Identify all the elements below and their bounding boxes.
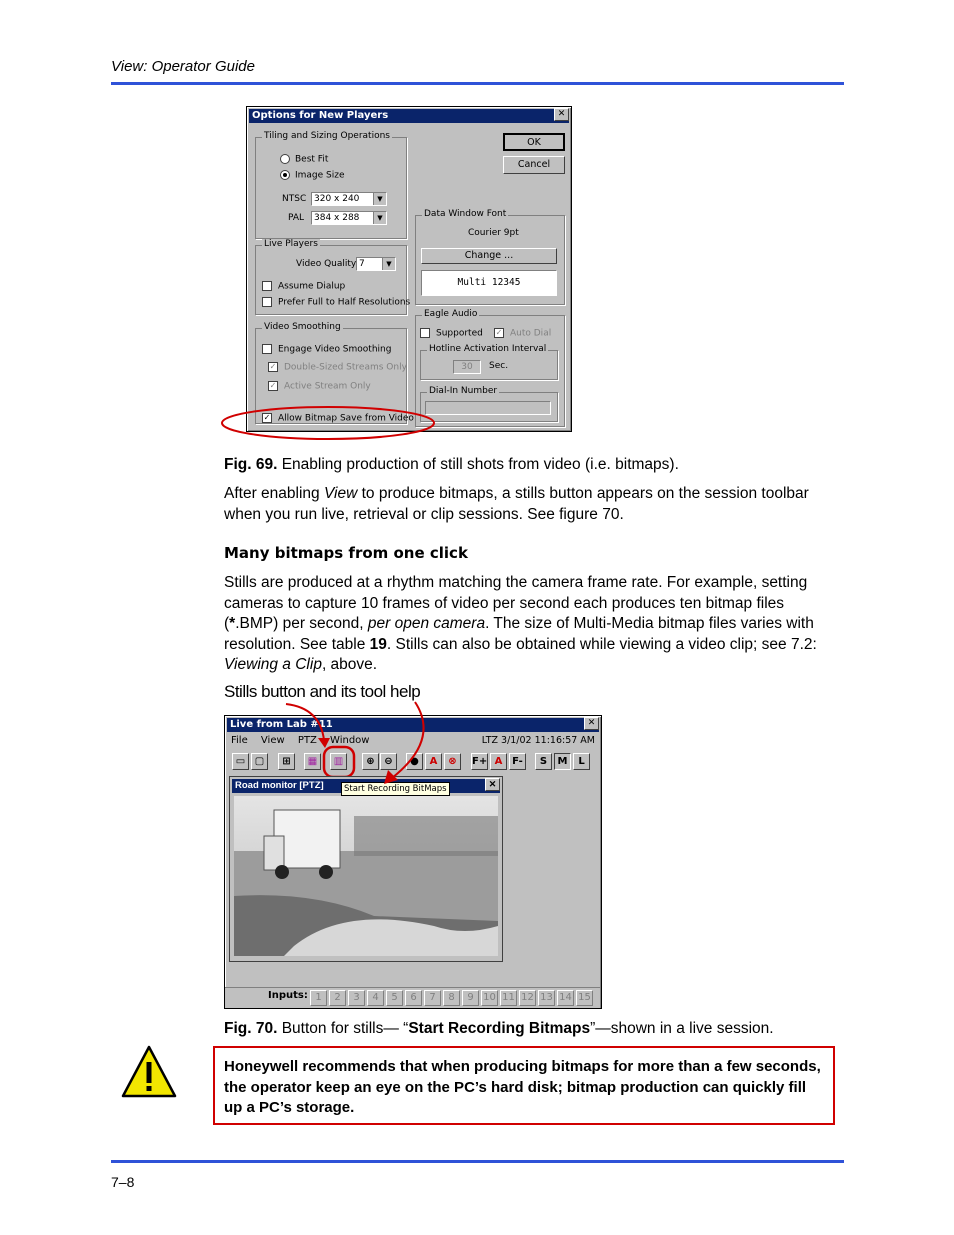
input-button-6[interactable]: 6 xyxy=(405,990,422,1006)
input-button-2[interactable]: 2 xyxy=(329,990,346,1006)
page-number: 7–8 xyxy=(111,1174,135,1190)
dialin-legend: Dial-In Number xyxy=(429,386,498,396)
active-stream-checkbox[interactable]: ✓ Active Stream Only xyxy=(269,381,371,392)
record-icon[interactable]: ● xyxy=(406,753,423,770)
input-button-5[interactable]: 5 xyxy=(386,990,403,1006)
input-button-7[interactable]: 7 xyxy=(424,990,441,1006)
pal-select[interactable]: 384 x 288 ▼ xyxy=(311,211,387,225)
auto-dial-checkbox[interactable]: ✓ Auto Dial xyxy=(495,328,552,339)
stills-button[interactable]: ▥ xyxy=(330,753,347,770)
checkbox-icon xyxy=(262,281,272,291)
close-icon[interactable]: ✕ xyxy=(584,717,599,730)
hotline-unit: Sec. xyxy=(489,361,509,371)
supported-checkbox[interactable]: Supported xyxy=(420,328,483,339)
paragraph-after-enabling: After enabling View to produce bitmaps, a stills button appears on the session toolbar when you run live, retrieval or clip sessions. See figure 70. xyxy=(224,485,809,523)
stop-icon[interactable]: ⊗ xyxy=(444,753,461,770)
camera-feed-image xyxy=(234,796,498,956)
zoom-in-icon[interactable]: ⊕ xyxy=(362,753,379,770)
radio-icon xyxy=(280,154,290,164)
annotation-label: Stills button and its tool help xyxy=(224,682,421,701)
video-quality-label: Video Quality xyxy=(296,259,357,269)
menu-window[interactable]: Window xyxy=(330,735,370,746)
ntsc-label: NTSC xyxy=(282,194,307,204)
footer-rule xyxy=(111,1160,844,1163)
menu-view[interactable]: View xyxy=(260,735,285,746)
font-sample: Multi 12345 xyxy=(421,270,557,296)
close-icon[interactable]: ✕ xyxy=(554,108,569,121)
input-button-10[interactable]: 10 xyxy=(481,990,498,1006)
road-monitor-title: Road monitor [PTZ] xyxy=(232,779,500,793)
live-window-title: Live from Lab #11 xyxy=(227,718,599,732)
input-button-12[interactable]: 12 xyxy=(519,990,536,1006)
chevron-down-icon: ▼ xyxy=(382,258,395,270)
filmstrip-icon[interactable]: ▦ xyxy=(304,753,321,770)
options-dialog xyxy=(246,106,572,432)
image-size-radio[interactable]: Image Size xyxy=(280,170,345,181)
size-large-button[interactable]: L xyxy=(573,753,590,770)
warning-icon xyxy=(120,1044,178,1100)
focus-plus-button[interactable]: F+ xyxy=(471,753,488,770)
checked-icon: ✓ xyxy=(495,328,503,337)
dialin-input[interactable] xyxy=(425,401,551,415)
data-window-font-group xyxy=(415,209,565,305)
hotline-group xyxy=(420,344,558,380)
tiling-group xyxy=(255,131,407,239)
eagle-audio-legend: Eagle Audio xyxy=(424,309,478,319)
change-font-button[interactable]: Change ... xyxy=(421,248,557,264)
live-players-legend: Live Players xyxy=(264,239,318,249)
input-button-14[interactable]: 14 xyxy=(557,990,574,1006)
checkbox-icon xyxy=(420,328,430,338)
dialin-group xyxy=(420,386,558,422)
engage-smoothing-checkbox[interactable]: Engage Video Smoothing xyxy=(262,344,391,355)
checked-icon: ✓ xyxy=(263,413,271,422)
fig70-caption: Fig. 70. Button for stills— “Start Recording Bitmaps”—shown in a live session. xyxy=(224,1020,774,1037)
input-button-8[interactable]: 8 xyxy=(443,990,460,1006)
checked-icon: ✓ xyxy=(269,362,277,371)
menu-file[interactable]: File xyxy=(231,735,248,746)
section-heading: Many bitmaps from one click xyxy=(224,544,468,562)
dialog-title: Options for New Players xyxy=(249,109,569,123)
data-window-font-legend: Data Window Font xyxy=(424,209,507,219)
paragraph-stills: Stills are produced at a rhythm matching the camera frame rate. For example, setting cameras to capture 10 frames of video per second each produces ten bitmap files (*.BMP) per second, per open camera. The size of Multi-Media bitmap files varies with resolution. See table 19. Stills can also be obtained while viewing a video clip; see 7.2: Viewing a Clip, above. xyxy=(224,574,817,673)
checked-icon: ✓ xyxy=(269,381,277,390)
prefer-full-checkbox[interactable]: Prefer Full to Half Resolutions xyxy=(262,297,410,308)
annotation-arrows xyxy=(280,700,440,790)
clock: LTZ 3/1/02 11:16:57 AM xyxy=(481,735,595,746)
ok-button[interactable]: OK xyxy=(503,133,565,151)
road-monitor-window xyxy=(229,776,503,962)
assume-dialup-checkbox[interactable]: Assume Dialup xyxy=(262,281,345,292)
video-quality-select[interactable]: 7 ▼ xyxy=(356,257,396,271)
header-rule xyxy=(111,82,844,85)
live-players-group xyxy=(255,239,411,315)
warning-text: Honeywell recommends that when producing bitmaps for more than a few seconds, the operator keep an eye on the PC’s hard disk; bitmap production can quickly fill up a PC’s storage. xyxy=(224,1058,821,1116)
allow-bitmap-checkbox[interactable]: ✓ Allow Bitmap Save from Video xyxy=(263,413,414,424)
font-name: Courier 9pt xyxy=(468,228,519,238)
auto-focus-icon[interactable]: A xyxy=(490,753,507,770)
radio-selected-icon xyxy=(280,170,290,180)
input-button-9[interactable]: 9 xyxy=(462,990,479,1006)
input-button-3[interactable]: 3 xyxy=(348,990,365,1006)
fig69-caption: Fig. 69. Enabling production of still shots from video (i.e. bitmaps). xyxy=(224,456,679,473)
tiling-legend: Tiling and Sizing Operations xyxy=(264,131,390,141)
layout-single-icon[interactable]: ▭ xyxy=(232,753,249,770)
tooltip: Start Recording BitMaps xyxy=(341,782,450,796)
chevron-down-icon: ▼ xyxy=(373,193,386,205)
menu-ptz[interactable]: PTZ xyxy=(297,735,317,746)
running-header: View: Operator Guide xyxy=(111,58,255,75)
inputs-label: Inputs: xyxy=(268,990,308,1001)
hotline-legend: Hotline Activation Interval xyxy=(429,344,547,354)
input-button-1[interactable]: 1 xyxy=(310,990,327,1006)
hotline-interval-input[interactable]: 30 xyxy=(453,360,481,374)
layout-window-icon[interactable]: ▢ xyxy=(251,753,268,770)
double-sized-checkbox[interactable]: ✓ Double-Sized Streams Only xyxy=(269,362,407,373)
highlight-ellipse xyxy=(218,403,438,443)
pal-label: PAL xyxy=(288,213,305,223)
size-small-button[interactable]: S xyxy=(535,753,552,770)
layout-grid-icon[interactable]: ⊞ xyxy=(278,753,295,770)
alarm-icon[interactable]: A xyxy=(425,753,442,770)
checkbox-icon xyxy=(262,344,272,354)
focus-minus-button[interactable]: F- xyxy=(509,753,526,770)
video-smoothing-legend: Video Smoothing xyxy=(264,322,341,332)
input-button-4[interactable]: 4 xyxy=(367,990,384,1006)
ntsc-select[interactable]: 320 x 240 ▼ xyxy=(311,192,387,206)
chevron-down-icon: ▼ xyxy=(373,212,386,224)
cancel-button[interactable]: Cancel xyxy=(503,156,565,174)
close-icon[interactable]: ✕ xyxy=(485,778,500,791)
input-button-13[interactable]: 13 xyxy=(538,990,555,1006)
input-button-11[interactable]: 11 xyxy=(500,990,517,1006)
zoom-out-icon[interactable]: ⊖ xyxy=(380,753,397,770)
size-medium-button[interactable]: M xyxy=(554,753,571,770)
checkbox-icon xyxy=(262,297,272,307)
best-fit-radio[interactable]: Best Fit xyxy=(280,154,328,165)
input-button-15[interactable]: 15 xyxy=(576,990,593,1006)
